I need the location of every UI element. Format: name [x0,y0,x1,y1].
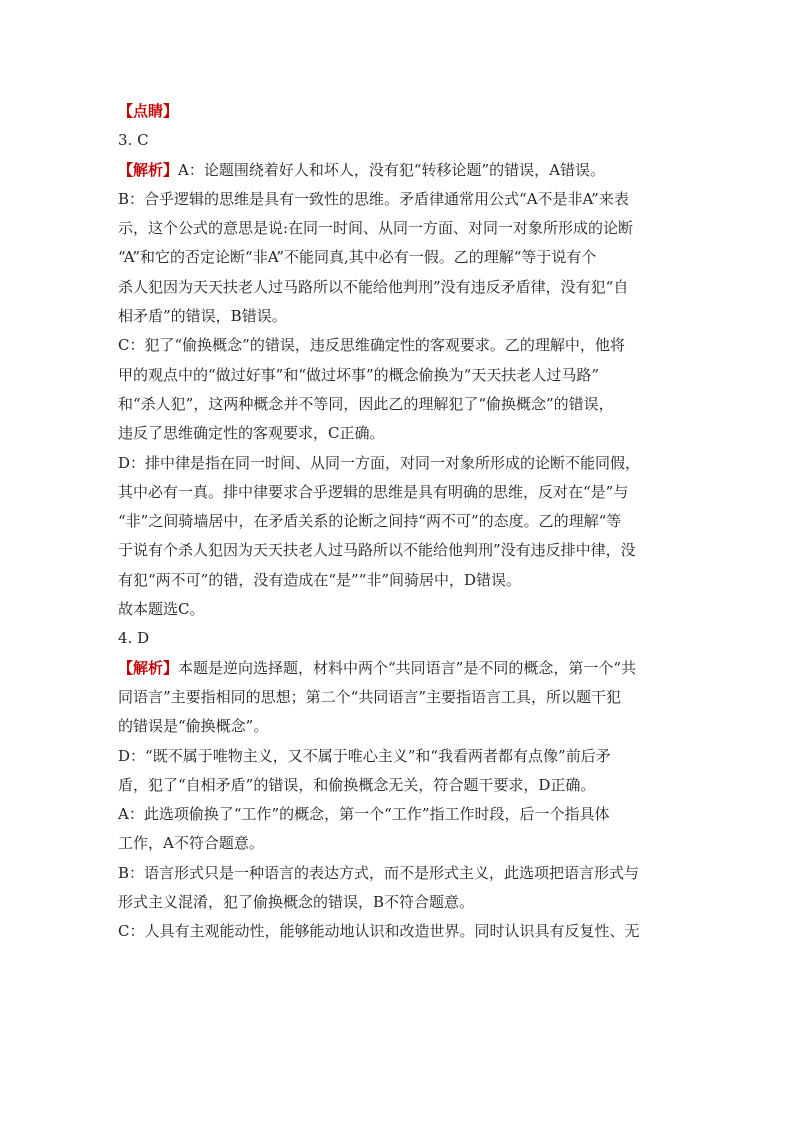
q4-line: C：人具有主观能动性，能够能动地认识和改造世界。同时认识具有反复性、无 [118,922,640,941]
section-heading [118,97,678,126]
q3-line: 其中必有一真。排中律要求合乎逻辑的思维是具有明确的思维，反对在“是”与 [118,482,629,501]
q3-line: 违反了思维确定性的客观要求，C正确。 [118,424,385,443]
dianjing-label: 【点睛】 [118,102,179,120]
q4-line: 同语言”主要指相同的思想；第二个“共同语言”主要指语言工具，所以题干犯 [118,687,622,706]
q3-line: C：犯了“偷换概念”的错误，违反思维确定性的客观要求。乙的理解中，他将 [118,336,625,355]
q3-line: 杀人犯因为天天扶老人过马路所以不能给他判刑”没有违反矛盾律，没有犯“自 [118,277,629,296]
q4-line-text: 本题是逆向选择题，材料中两个“共同语言”是不同的概念，第一个“共 [178,658,637,677]
q4-answer: 4. D [118,629,150,648]
q4-line: 工作，A不符合题意。 [118,834,264,853]
q3-line: 甲的观点中的“做过好事”和“做过坏事”的概念偷换为“天天扶老人过马路” [118,365,600,384]
q3-answer: 3. C [118,131,149,150]
q3-line-text: A：论题围绕着好人和坏人，没有犯“转移论题”的错误，A错误。 [178,160,606,179]
q3-line [118,156,678,185]
q3-line: “非”之间骑墙居中，在矛盾关系的论断之间持“两不可”的态度。乙的理解“等 [118,512,622,531]
q3-line: B：合乎逻辑的思维是具有一致性的思维。矛盾律通常用公式“A不是非A”来表 [118,189,629,208]
q4-analysis-label: 【解析】 [118,658,179,677]
q4-line: A：此选项偷换了“工作”的概念，第一个“工作”指工作时段，后一个指具体 [118,805,610,824]
q4-line: D：“既不属于唯物主义，又不属于唯心主义”和“我看两者都有点像”前后矛 [118,746,611,765]
q3-line: D：排中律是指在同一时间、从同一方面，对同一对象所形成的论断不能同假， [118,453,641,472]
q3-line: 示，这个公式的意思是说:在同一时间、从同一方面、对同一对象所形成的论断 [118,219,634,238]
q3-line: 于说有个杀人犯因为天天扶老人过马路所以不能给他判刑”没有违反排中律，没 [118,541,636,560]
q3-analysis-label: 【解析】 [118,160,179,179]
q3-line: 相矛盾”的错误，B错误。 [118,307,287,326]
q3-conclusion: 故本题选C。 [118,600,205,619]
q4-line: 盾，犯了“自相矛盾”的错误，和偷换概念无关，符合题干要求，D正确。 [118,775,596,794]
q4-line: B：语言形式只是一种语言的表达方式，而不是形式主义，此选项把语言形式与 [118,863,640,882]
q4-line: 的错误是“偷换概念”。 [118,717,269,736]
document-body [118,97,678,947]
q3-line: 和“杀人犯”，这两种概念并不等同，因此乙的理解犯了“偷换概念”的错误， [118,394,614,413]
q4-line: 形式主义混淆，犯了偷换概念的错误，B不符合题意。 [118,893,475,912]
q3-line: 有犯“两不可”的错，没有造成在“是”“非”间骑居中，D错误。 [118,570,522,589]
q4-line [118,654,678,683]
q3-line: “A”和它的否定论断“非A”不能同真,其中必有一假。乙的理解“等于说有个 [118,248,597,267]
